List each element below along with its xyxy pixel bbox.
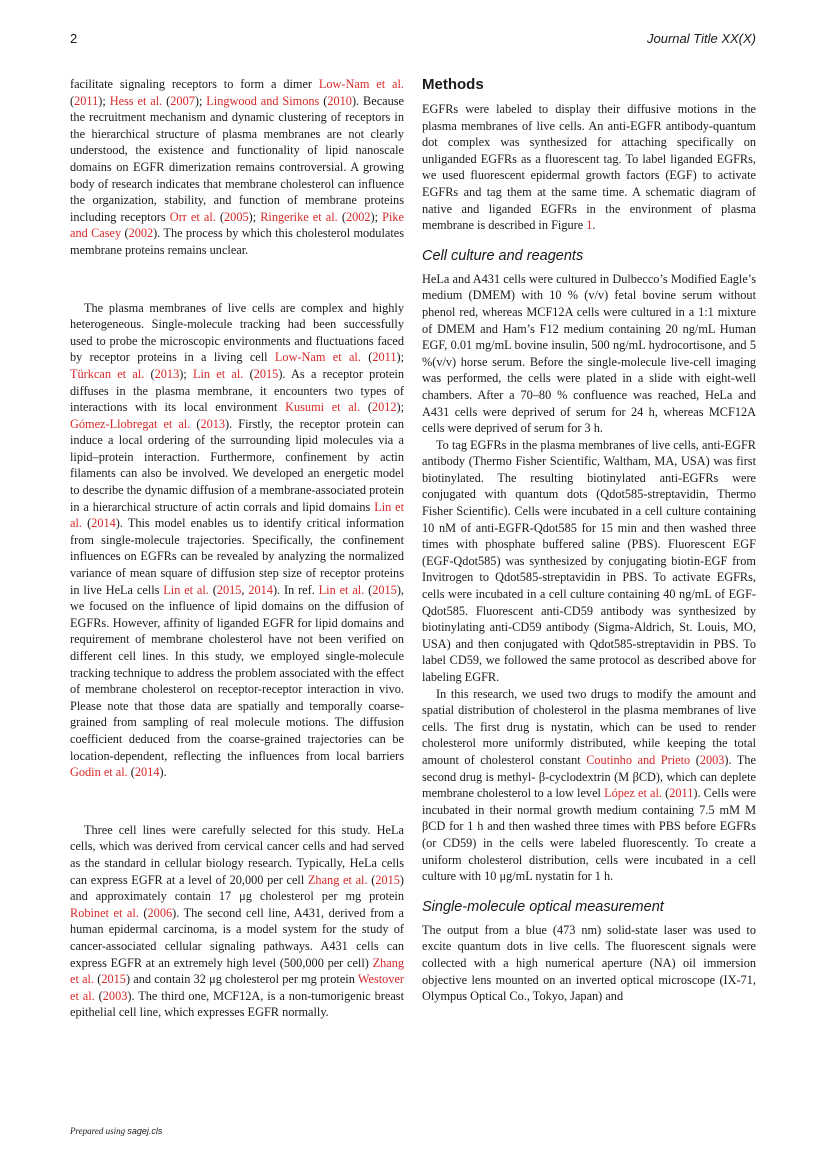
citation-link[interactable]: 2013	[154, 366, 180, 381]
citation-link[interactable]: 2011	[372, 350, 397, 365]
citation-link[interactable]: 2015	[372, 582, 397, 597]
citation-link[interactable]: 2011	[74, 93, 99, 108]
text-run: EGFRs were labeled to display their diffusive motions in the plasma membranes of live cells. An anti-EGFR antibody-quantum dot complex was synthesized for attaching specifically on unliganded EGFRs as a fluorescent tag. To label liganded EGFRs, we used fluorescent epidermal growth factors (EGF) to activate EGFRs and tag them at the same time. A schematic diagram of native and liganded EGFRs in the environment of plasma membrane is described in Figure	[422, 102, 756, 233]
text-run: (	[127, 765, 135, 780]
subsection-heading-cell-culture: Cell culture and reagents	[422, 247, 584, 264]
citation-link[interactable]: 1	[586, 218, 593, 233]
page-header	[70, 31, 756, 49]
text-run: (	[243, 366, 254, 381]
text-run: );	[98, 93, 110, 108]
text-run: ). The second drug is methyl- β-cyclodextrin (M βCD), which can deplete membrane cholesterol to a low level	[422, 752, 757, 801]
text-run: (	[360, 350, 373, 365]
citation-link[interactable]: 2015	[216, 582, 242, 597]
text-run: (	[70, 93, 75, 108]
text-run: );	[248, 209, 261, 224]
journal-title: Journal Title XX(X)	[647, 31, 756, 46]
text-run: The plasma membranes of live cells are complex and highly heterogeneous. Single-molecule tracking had been successfully used to probe the microscopic environments and fluctuations faced by receptor proteins in a living cell	[70, 300, 404, 365]
text-run: (	[138, 905, 148, 920]
text-run: ) and contain 32 μg cholesterol per mg protein	[125, 972, 358, 987]
text-run: ). This model enables us to identify critical information from single-molecule trajectories. Specifically, the confinement influences on EGFRs can be revealed by analyzing the normalized variance of mean square of diffusion step size of receptor proteins in live HeLa cells	[70, 516, 405, 597]
page-number: 2	[70, 31, 78, 46]
citation-link[interactable]: Lin et al.	[70, 499, 404, 531]
paragraph	[422, 271, 756, 437]
citation-link[interactable]: López et al.	[604, 786, 662, 801]
text-run: );	[396, 350, 404, 365]
citation-link[interactable]: 2003	[102, 988, 128, 1003]
text-run: ). The second cell line, A431, derived from a human epidermal carcinoma, is a model system for the study of cancer-associated cellular signaling pathways. A431 cells can express EGFR at an extremely high level (500,000 per cell)	[70, 905, 404, 970]
citation-link[interactable]: 2006	[147, 905, 173, 920]
text-run: ). As a receptor protein diffuses in the plasma membrane, it encounters two types of interactions with its local environment	[70, 366, 404, 415]
text-run: Three cell lines were carefully selected for this study. HeLa cells, which was derived from cervical cancer cells and had served as the standard in cellular biology research. Typically, HeLa cells can express EGFR at a level of 20,000 per cell	[70, 822, 404, 887]
text-run: (	[367, 872, 376, 887]
text-run: The output from a blue (473 nm) solid-state laser was used to excite quantum dots in live cells. The fluorescent signals were collected with a high numerical aperture (NA) oil immersion objective lens mounted on an inverted optical microscope (IX-71, Olympus Optical Co., Tokyo, Japan) and	[422, 922, 756, 1004]
paragraph	[70, 300, 404, 781]
text-run: (	[215, 209, 225, 224]
citation-link[interactable]: Low-Nam et al.	[318, 77, 404, 91]
section-heading-methods: Methods	[422, 76, 484, 93]
citation-link[interactable]: 2002	[128, 226, 154, 241]
citation-link[interactable]: 2011	[669, 786, 694, 801]
citation-link[interactable]: Zhang et al.	[70, 955, 404, 987]
paragraph	[70, 822, 404, 1021]
citation-link[interactable]: 2014	[91, 516, 116, 531]
citation-link[interactable]: Lin et al.	[192, 366, 244, 381]
paragraph	[422, 437, 756, 686]
citation-link[interactable]: Westover et al.	[70, 972, 404, 1003]
text-run: );	[396, 400, 405, 415]
text-run: ). Firstly, the receptor protein can induce a local ordering of the surrounding lipid molecules via a lipid–protein interaction. Furthermore, confinement by actin filaments can also be involved. We developed an energetic model to describe the dynamic diffusion of a membrane-associated protein in a hierarchical structure of actin corrals and lipid domains	[70, 416, 404, 514]
citation-link[interactable]: 2015	[375, 872, 400, 887]
text-run: (	[94, 972, 102, 987]
citation-link[interactable]: 2010	[327, 93, 352, 108]
text-run: To tag EGFRs in the plasma membranes of live cells, anti-EGFR antibody (Thermo Fisher Scientific, Waltham, MA, USA) was first biotinylated. The resulting biotinylated anti-EGFRs were conjugated with quantum dots (Qdot585-streptavidin, Thermo Fisher Scientific). Cells were incubated in a cell culture containing 10 nM of anti-EGFR-Qdot585 for 15 min and then washed three times with phosphate buffered saline (PBS). Fluorescent EGF (EGF-Qdot585) was synthesized by conjugating biotin-EGF from Invitrogen to Qdot585-streptavidin in PBS. To activate EGFRs, cells were incubated in a cell culture containing 40 ng/mL of EGF-Qdot585. Fluorescent anti-CD59 antibody was synthesized by biotinylating anti-CD59 antibody (Sigma-Aldrich, St. Louis, MO, USA) and then conjugated with Qdot585-streptavidin in PBS. To label CD59, we followed the same protocol as described above for labeling EGFR.	[422, 437, 756, 684]
text-run: ). The process by which this cholesterol modulates membrane proteins remains unclear.	[70, 226, 404, 257]
text-run: (	[364, 582, 373, 597]
text-run: (	[690, 752, 700, 767]
citation-link[interactable]: Ringerike et al.	[260, 209, 338, 224]
text-run: ).	[159, 765, 167, 780]
citation-link[interactable]: Godin et al.	[70, 765, 128, 780]
citation-link[interactable]: 2015	[253, 366, 279, 381]
paragraph	[422, 922, 756, 1005]
citation-link[interactable]: Low-Nam et al.	[274, 350, 361, 365]
citation-link[interactable]: Zhang et al.	[307, 872, 368, 887]
text-run: ,	[241, 582, 249, 597]
text-run: ) and approximately contain 17 μg cholesterol per mg protein	[70, 872, 405, 904]
left-column	[70, 76, 404, 1021]
text-run: (	[121, 226, 129, 241]
citation-link[interactable]: 2013	[200, 416, 226, 431]
paragraph	[422, 686, 756, 885]
text-run: (	[190, 416, 201, 431]
text-run: ), we focused on the influence of lipid domains on the diffusion of EGFRs. However, affinity of liganded EGFR for lipid domains and requirement of membrane cholesterol have not been verified on different cell lines. In this study, we employed single-molecule tracking technique to address the problem associated with the effect of membrane cholesterol on receptor-receptor interaction in vivo. Please note that those data are spatially and temporally coarse-grained from sampling of real molecule motions. The diffusion coefficient deduced from the coarse-grained trajectories can be location-dependent, reflecting the influences from local barriers	[70, 582, 404, 763]
citation-link[interactable]: Pike and Casey	[70, 209, 405, 241]
text-run: (	[319, 93, 328, 108]
text-run: (	[81, 516, 92, 531]
citation-link[interactable]: Lingwood and Simons	[206, 93, 320, 108]
text-run: ). Because the recruitment mechanism and dynamic clustering of receptors in the hierarchical structure of plasma membranes are not clearly understood, the existence and functionality of lipid nanoscale domains on EGFR dimerization remains controversial. A growing body of research indicates that membrane cholesterol can influence the organization, stability, and function of membrane proteins including receptors	[70, 93, 405, 224]
text-run: (	[360, 400, 372, 415]
text-run: ). The third one, MCF12A, is a non-tumorigenic breast epithelial cell line, which expresses EGFR normally.	[70, 988, 405, 1020]
text-run: (	[94, 988, 103, 1003]
citation-link[interactable]: Lin et al.	[163, 582, 209, 597]
paragraph	[422, 101, 756, 234]
citation-link[interactable]: Orr et al.	[169, 209, 216, 224]
text-run: ). In ref.	[272, 582, 319, 597]
citation-link[interactable]: 2014	[134, 765, 160, 780]
citation-link[interactable]: 2014	[248, 582, 273, 597]
page-footer	[70, 1126, 162, 1136]
text-run: );	[370, 209, 383, 224]
citation-link[interactable]: Türkcan et al.	[70, 366, 145, 381]
citation-link[interactable]: 2012	[371, 400, 397, 415]
text-run: .	[592, 218, 596, 233]
text-run: (	[337, 209, 346, 224]
right-column	[422, 76, 756, 1005]
citation-link[interactable]: Lin et al.	[318, 582, 365, 597]
text-run: );	[194, 93, 207, 108]
subsection-heading-optical: Single-molecule optical measurement	[422, 898, 664, 915]
citation-link[interactable]: Hess et al.	[109, 93, 163, 108]
citation-link[interactable]: 2015	[101, 972, 126, 987]
text-run: (	[208, 582, 217, 597]
citation-link[interactable]: 2003	[699, 752, 725, 767]
citation-link[interactable]: Robinet et al.	[70, 905, 139, 920]
text-run: facilitate signaling receptors to form a dimer	[70, 77, 319, 91]
text-run: (	[162, 93, 171, 108]
text-run: In this research, we used two drugs to modify the amount and spatial distribution of cholesterol in the plasma membranes of live cells. The first drug is nystatin, which can be used to render cholesterol more uniformly distributed, while keeping the total amount of cholesterol constant	[422, 686, 756, 767]
prepared-using-label: Prepared using	[70, 1126, 128, 1136]
text-run: (	[661, 786, 670, 801]
citation-link[interactable]: Gómez-Llobregat et al.	[70, 416, 191, 431]
text-run: );	[179, 366, 193, 381]
paragraph	[70, 76, 404, 259]
text-run: HeLa and A431 cells were cultured in Dulbecco’s Modified Eagle’s medium (DMEM) with 10 % (v/v) fetal bovine serum without phenol red, whereas MCF12A cells were cultured in a 1:1 mixture of DMEM and Ham’s F12 medium containing 20 ng/mL Human EGF, 0.01 mg/mL bovine insulin, 500 ng/mL hydrocortisone, and 5 %(v/v) horse serum. Before the single-molecule live-cell imaging was performed, the cells were plated in a slide with eight-well chambers. After a 70–80 % confluence was reached, HeLa and A431 cells were deprived of serum for 24 h, whereas MCF12A cells were deprived of serum for 3 h.	[422, 271, 756, 436]
citation-link[interactable]: 2002	[345, 209, 371, 224]
citation-link[interactable]: 2005	[224, 209, 249, 224]
citation-link[interactable]: Kusumi et al.	[285, 400, 361, 415]
text-run: ). Cells were incubated in their normal growth medium containing 7.5 mM M βCD for 1 h and then washed three times with PBS before EGFRs (or CD59) in the cells were labeled fluorescently. To create a uniform cholesterol distribution, cells were incubated in a cell culture with 10 μg/mL nystatin for 1 h.	[422, 786, 756, 884]
citation-link[interactable]: Coutinho and Prieto	[586, 752, 691, 767]
class-file-name: sagej.cls	[127, 1126, 163, 1136]
text-run: (	[144, 366, 155, 381]
citation-link[interactable]: 2007	[170, 93, 195, 108]
